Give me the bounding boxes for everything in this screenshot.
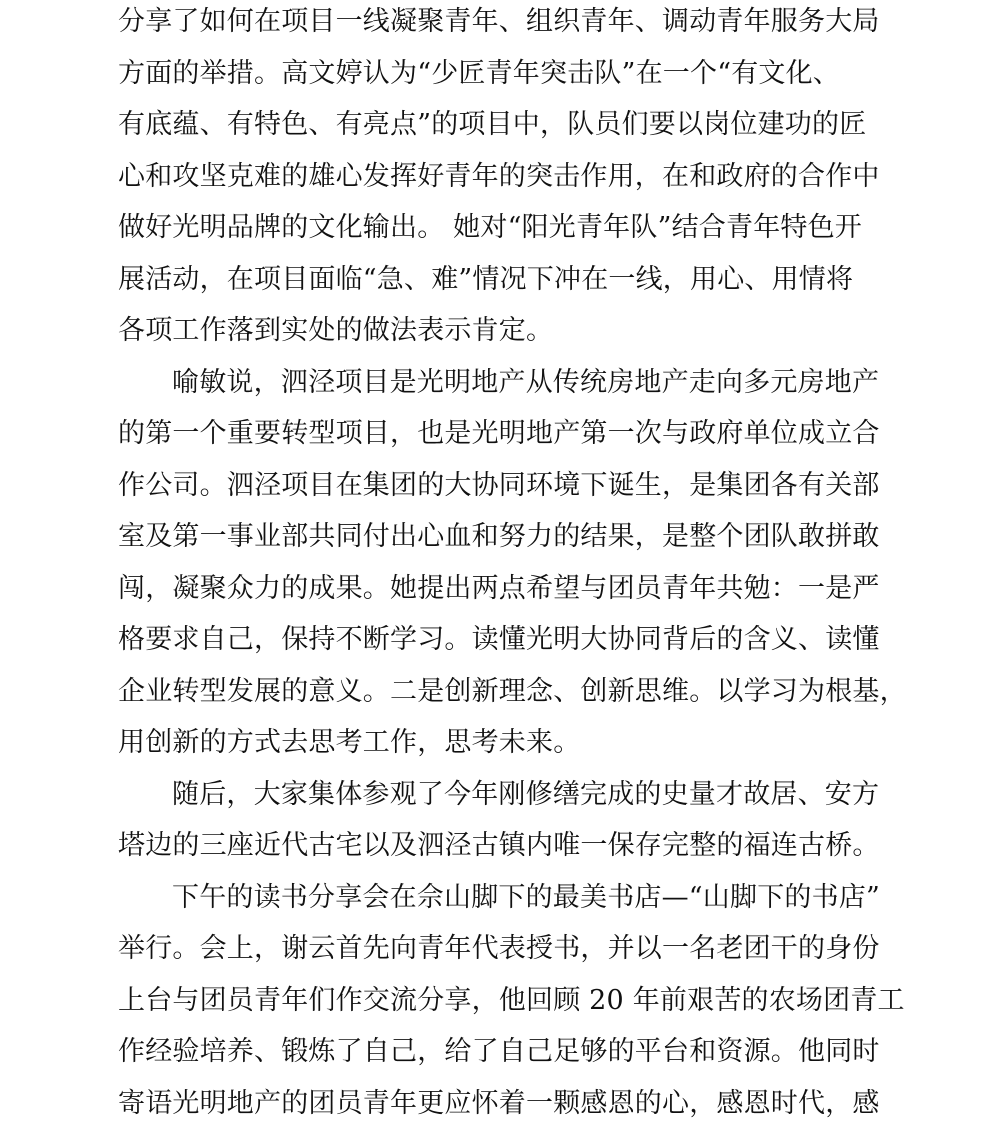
text-line: 塔边的三座近代古宅以及泗泾古镇内唯一保存完整的福连古桥。: [118, 830, 880, 861]
text-line: 寄语光明地产的团员青年更应怀着一颗感恩的心，感恩时代，感: [118, 1088, 880, 1119]
text-line: 展活动，在项目面临“急、难”情况下冲在一线，用心、用情将: [118, 264, 854, 295]
text-line: 各项工作落到实处的做法表示肯定。: [118, 315, 554, 346]
text-line: 的第一个重要转型项目，也是光明地产第一次与政府单位成立合: [118, 418, 880, 449]
text-line: 作经验培养、锻炼了自己，给了自己足够的平台和资源。他同时: [118, 1036, 880, 1067]
text-line: 做好光明品牌的文化输出。 她对“阳光青年队”结合青年特色开: [118, 212, 862, 243]
text-line: 闯，凝聚众力的成果。她提出两点希望与团员青年共勉：一是严: [118, 573, 880, 604]
text-line: 分享了如何在项目一线凝聚青年、组织青年、调动青年服务大局: [118, 6, 880, 37]
text-line: 心和攻坚克难的雄心发挥好青年的突击作用，在和政府的合作中: [118, 161, 880, 192]
text-line: 喻敏说，泗泾项目是光明地产从传统房地产走向多元房地产: [172, 367, 880, 398]
text-line: 用创新的方式去思考工作，思考未来。: [118, 727, 581, 758]
text-line: 有底蕴、有特色、有亮点”的项目中，队员们要以岗位建功的匠: [118, 109, 867, 140]
text-line: 随后，大家集体参观了今年刚修缮完成的史量才故居、安方: [172, 779, 880, 810]
text-line: 下午的读书分享会在佘山脚下的最美书店—“山脚下的书店”: [172, 882, 881, 913]
text-line: 上台与团员青年们作交流分享，他回顾 20 年前艰苦的农场团青工: [118, 985, 905, 1016]
text-line: 方面的举措。高文婷认为“少匠青年突击队”在一个“有文化、: [118, 58, 841, 89]
text-line: 格要求自己，保持不断学习。读懂光明大协同背后的含义、读懂: [118, 624, 880, 655]
text-line: 企业转型发展的意义。二是创新理念、创新思维。以学习为根基，: [118, 676, 907, 707]
text-line: 举行。会上，谢云首先向青年代表授书，并以一名老团干的身份: [118, 933, 880, 964]
text-line: 作公司。泗泾项目在集团的大协同环境下诞生，是集团各有关部: [118, 470, 880, 501]
text-line: 室及第一事业部共同付出心血和努力的结果，是整个团队敢拼敢: [118, 521, 880, 552]
